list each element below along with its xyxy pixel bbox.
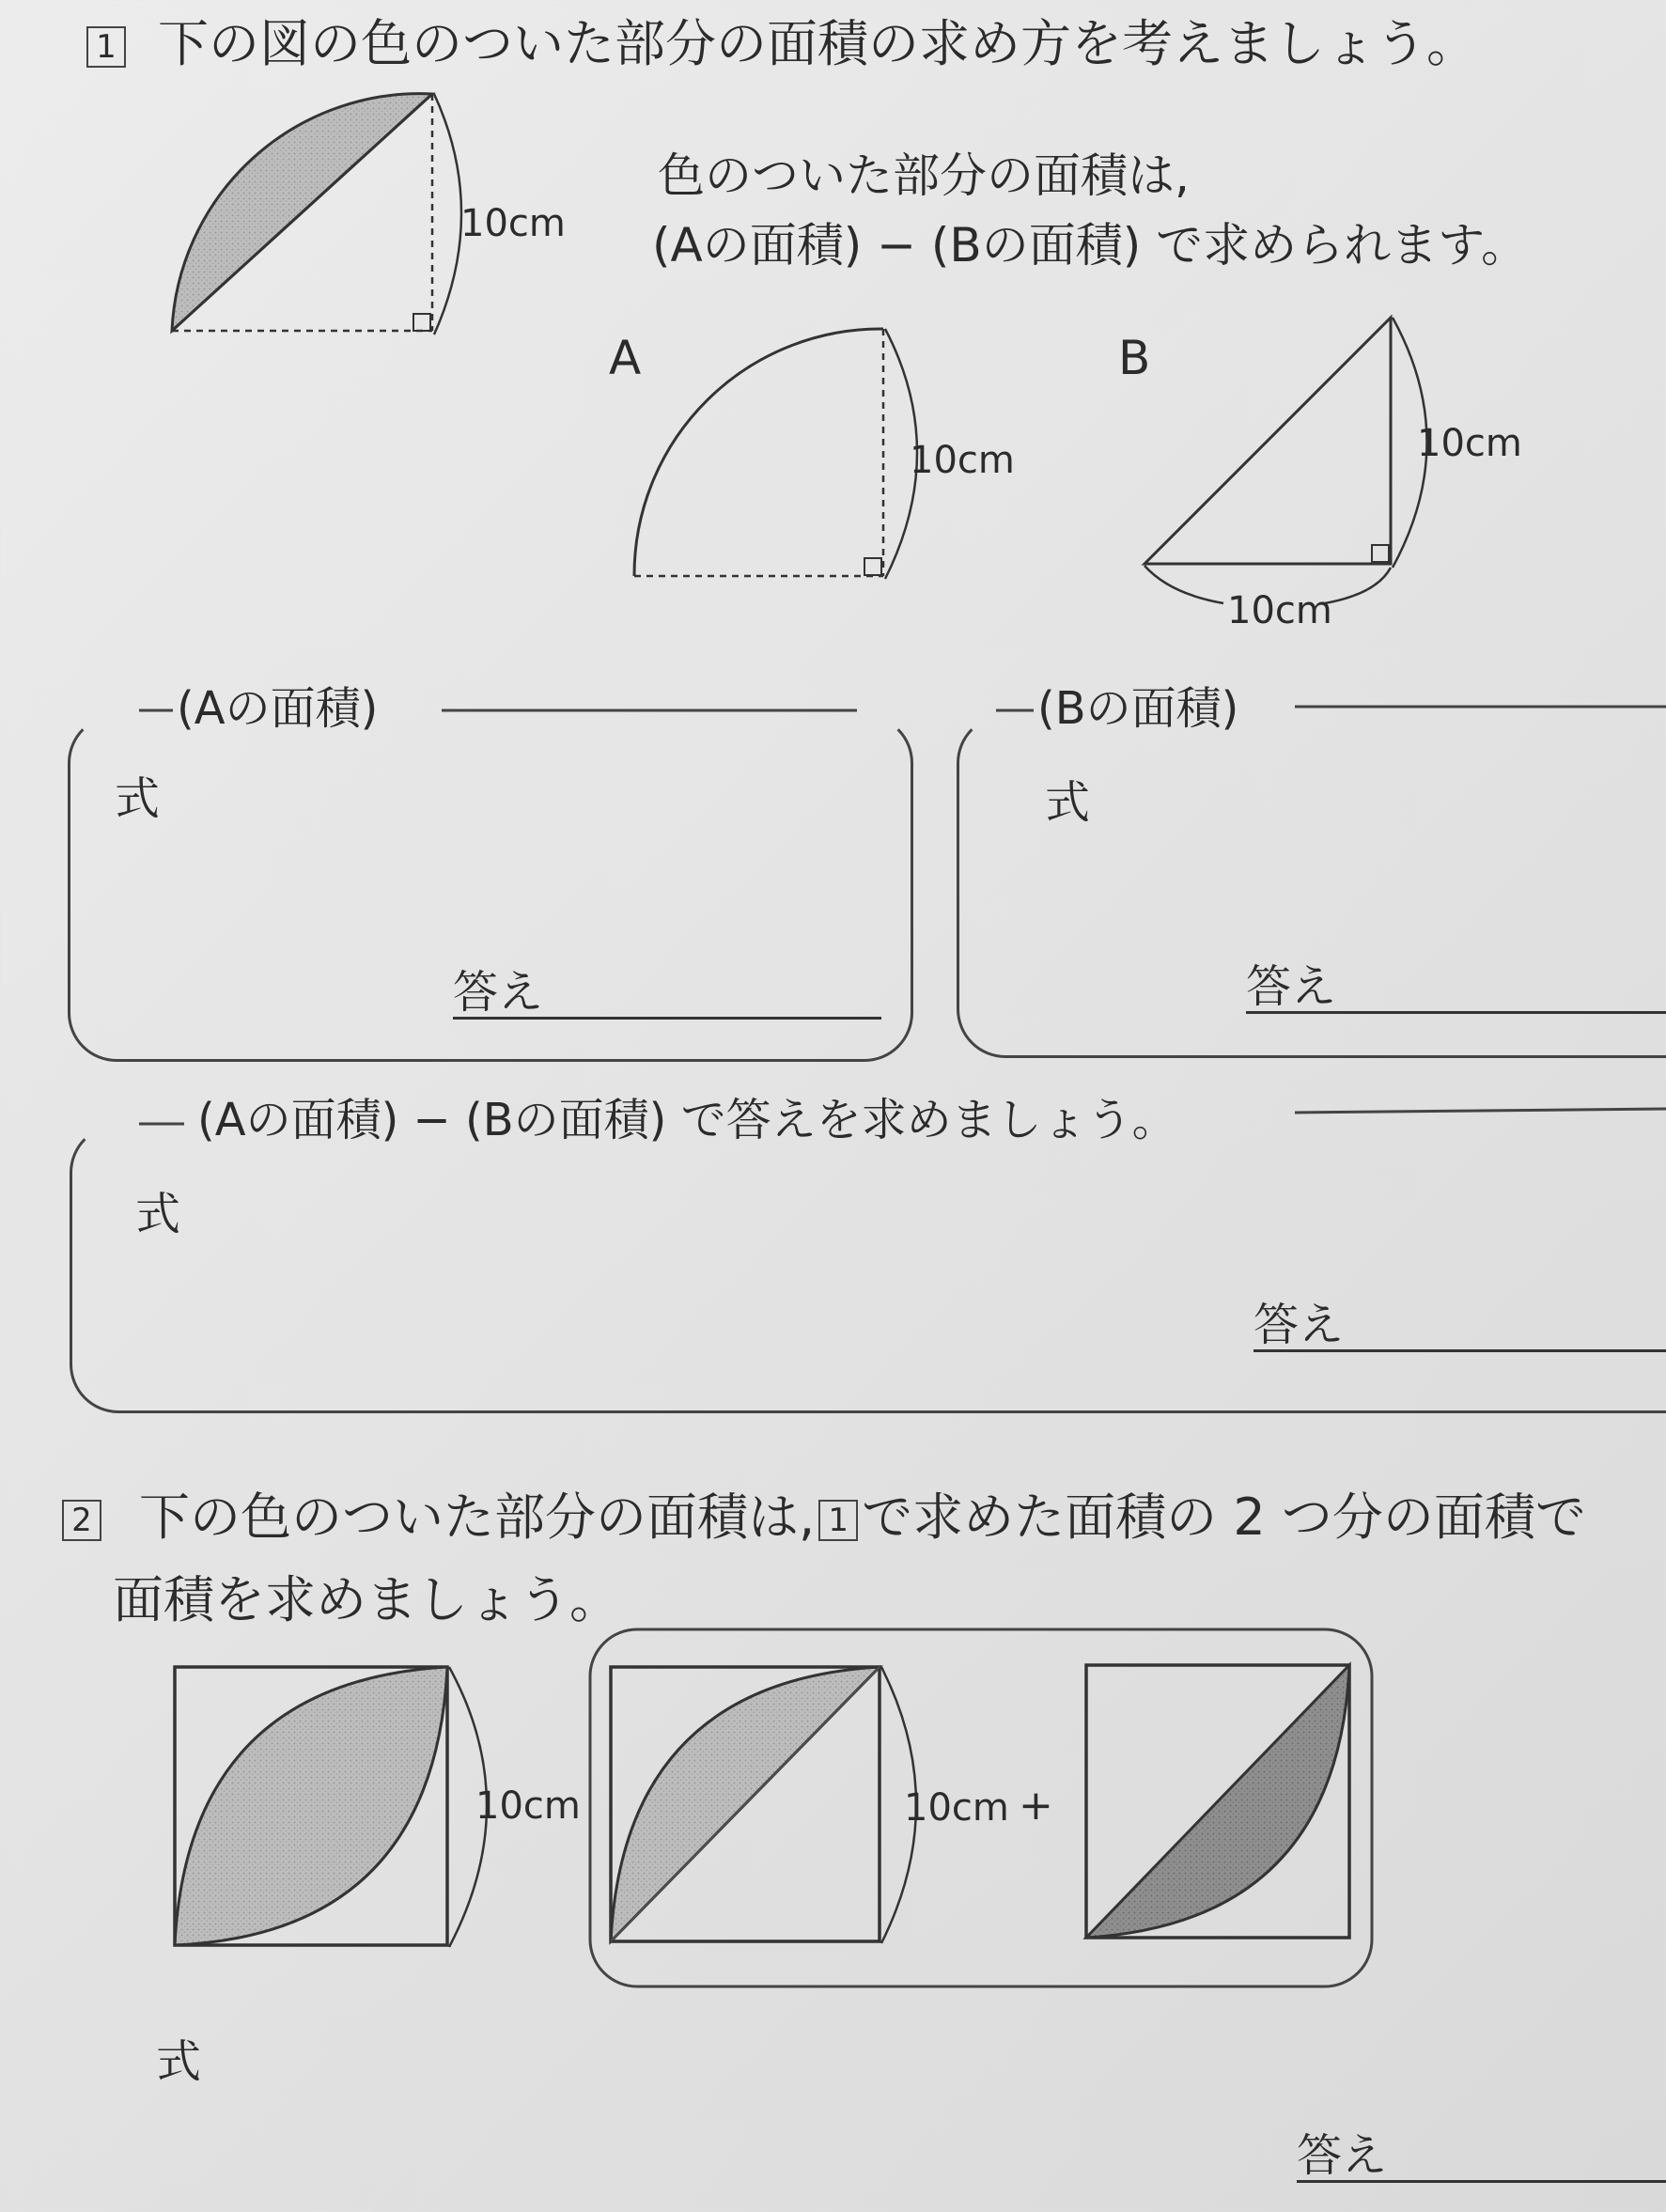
split-figure-left [611, 1667, 916, 1943]
split-figure-right [1086, 1665, 1349, 1938]
box-diff-answer-line[interactable] [1253, 1349, 1666, 1352]
right-angle-mark [864, 558, 881, 575]
shaded-lower-segment [1086, 1665, 1349, 1938]
quarter-circle-arc [634, 329, 883, 576]
q2-prompt-before: 下の色のついた部分の面積は, [139, 1488, 816, 1547]
box-diff [70, 1124, 1666, 1413]
q2-formula-label: 式 [156, 2035, 202, 2088]
right-triangle [1144, 318, 1391, 564]
base-dimension-right [1325, 568, 1391, 603]
right-angle-mark [1372, 545, 1389, 562]
box-diff-title-line-right [1295, 1109, 1666, 1113]
box-b-answer-label: 答え [1246, 960, 1337, 1013]
box-diff-answer-label: 答え [1253, 1299, 1345, 1351]
q2-ref-number-box: 1 [818, 1500, 858, 1541]
base-dimension-left [1144, 566, 1223, 603]
q2-number-box: 2 [62, 1500, 101, 1541]
box-a-formula-label: 式 [115, 772, 161, 825]
main-figure-side-label: 10cm [460, 202, 566, 245]
box-a-answer-label: 答え [453, 966, 544, 1019]
split-figure-side-label: 10cm [904, 1786, 1009, 1830]
figure-a-side-label: 10cm [910, 439, 1015, 482]
box-b-title: (Bの面積) [1037, 682, 1239, 735]
box-a-title: (Aの面積) [177, 682, 379, 735]
q2-prompt-line-2: 面積を求めましょう。 [113, 1570, 620, 1629]
q2-prompt-after: で求めた面積の 2 つ分の面積で [862, 1488, 1586, 1547]
shaded-leaf [175, 1667, 447, 1945]
figure-b [1144, 318, 1427, 603]
main-segment-figure [172, 94, 461, 335]
plus-sign: + [1019, 1782, 1053, 1830]
leaf-figure-side-label: 10cm [475, 1784, 581, 1828]
q2-answer-line[interactable] [1297, 2180, 1666, 2183]
dimension-arc [434, 94, 461, 335]
box-b-formula-label: 式 [1045, 776, 1091, 829]
q1-prompt: 下の図の色のついた部分の面積の求め方を考えましょう。 [158, 14, 1477, 73]
box-diff-formula-label: 式 [135, 1188, 181, 1240]
q2-answer-label: 答え [1297, 2129, 1388, 2182]
box-a-answer-line[interactable] [453, 1017, 881, 1020]
q1-number-box: 1 [86, 26, 126, 68]
box-diff-title: (Aの面積) − (Bの面積) で答えを求めましょう。 [197, 1094, 1177, 1146]
box-b-answer-line[interactable] [1246, 1011, 1666, 1014]
figure-b-letter: B [1118, 331, 1151, 385]
figure-a-letter: A [609, 331, 642, 385]
explanation-line-1: 色のついた部分の面積は, [658, 148, 1190, 203]
q1-heading [86, 14, 1477, 73]
figure-b-base-label: 10cm [1227, 589, 1332, 632]
figure-b-side-label: 10cm [1417, 422, 1522, 465]
figure-a [634, 329, 917, 579]
explanation-line-2: (Aの面積) − (Bの面積) で求められます。 [652, 218, 1529, 273]
right-angle-mark [413, 314, 430, 331]
q2-heading [62, 1488, 1586, 1547]
leaf-figure [175, 1667, 487, 1947]
